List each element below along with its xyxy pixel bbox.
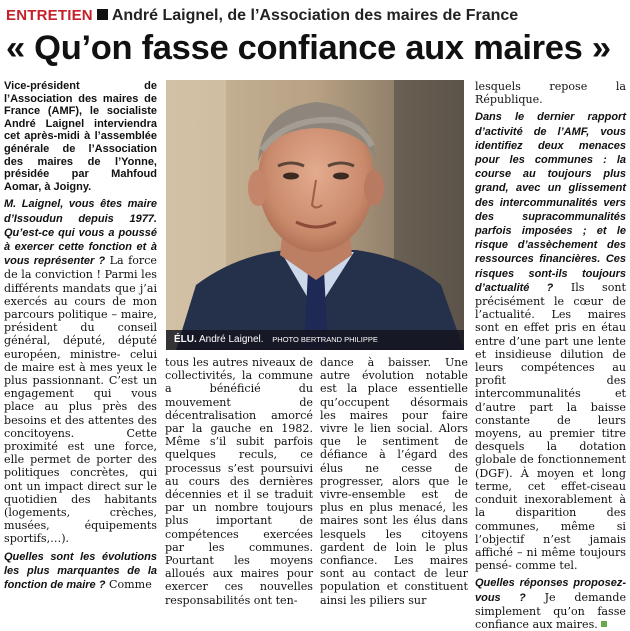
qa-block-2 — [4, 550, 157, 593]
qa-block-4 — [475, 576, 626, 631]
article-subtitle: André Laignel, de l’Association des maires de France — [111, 7, 519, 24]
article-column-1 — [4, 80, 157, 602]
body-text: dance à baisser. Une autre évolution notable est la place essentielle qu’occupent désormais les maires pour faire vivre le lien social. Alors que le sentiment de défiance à l’égard des élus ne cesse de progresser, alors que le vivre-ensemble est de plus en plus menacé, les maires sont les élus dans lesquels les citoyens gardent de loin le plus confiance. Les maires sont au contact de leur population et constituent ainsi les piliers sur — [320, 356, 468, 607]
interview-answer: La force de la conviction ! Parmi les différents mandats que j’ai exercés au cours de mon parcours politique – maire, président du conseil général, député, député européen, ministre- celui de maire est à mes yeux le plus passionnant. C’est un engagement qui vous place au plus près des besoins et des attentes des concitoyens. Cette proximité est une force, elle permet de porter des politiques concrètes, qui ont un impact direct sur le quotidien des habitants (logements, crèches, musées, équipements sportifs,…). — [4, 254, 157, 546]
interview-question: M. Laignel, vous êtes maire d’Issoudun depuis 1977. Qu’est-ce qui vous a poussé à exercer cette fonction et à vous représenter ? — [4, 198, 157, 268]
interview-answer: Comme — [109, 578, 152, 592]
interview-question: Dans le dernier rapport d’activité de l’AMF, vous identifiez deux menaces pour les communes : la course au toujours plus grand, avec un glissement des intercommunalités vers des supracommunalités parfois imposées ; et le risque d’assèchement des ressources financières. Ces risques sont-ils toujours d’actualité ? — [475, 111, 626, 294]
portrait-image — [166, 80, 464, 350]
article-kicker — [6, 4, 626, 26]
interview-answer: Je demande simplement qu’on fasse confiance aux maires. — [475, 590, 627, 631]
article-lead: Vice-président de l’Association des maires de France (AMF), le socialiste André Laignel interviendra cet après-midi à l’assemblée générale de l’Association des maires de l’Yonne, présidée par Mahfoud Aomar, à Joigny. — [4, 80, 157, 193]
end-of-article-icon — [601, 621, 607, 627]
interview-answer: Ils sont précisément le cœur de l’actualité. Les maires sont en effet pris en étau entre d’une part une lente et insidieuse dilution de leurs compétences au profit des intercommunalités et d’autre part la baisse constante de leurs moyens, au premier titre desquels la dotation globale de fonctionnement (DGF). À moyen et long terme, cet effet-ciseau conduit inexorablement à la disparition des communes, même si l’objectif n’est jamais affiché – ni même toujours pensé- comme tel. — [475, 280, 627, 573]
caption-text: André Laignel. — [199, 334, 264, 345]
body-text: lesquels repose la République. — [475, 80, 626, 107]
rubric-label: ENTRETIEN — [6, 7, 93, 24]
qa-block-1 — [4, 197, 157, 545]
photo-caption — [166, 330, 464, 350]
body-text: tous les autres niveaux de collectivités, la commune a bénéficié du mouvement de décentralisation amorcé par la gauche en 1982. Même s’il subit parfois quelques reculs, ce processus s’est poursuivi au cours des dernières décennies et il se traduit par un nombre toujours plus important de compétences exercées par les communes. Pourtant les moyens alloués aux maires pour exercer ces nouvelles responsabilités ont ten- — [165, 356, 313, 607]
caption-label: ÉLU. — [174, 334, 197, 345]
interview-question: Quelles sont les évolutions les plus marquantes de la fonction de maire ? — [4, 550, 157, 592]
interview-question: Quelles réponses proposez-vous ? — [475, 577, 626, 604]
qa-block-3 — [475, 110, 626, 572]
article-column-4 — [475, 80, 627, 631]
article-headline: « Qu’on fasse confiance aux maires » — [6, 29, 611, 67]
article-column-3 — [320, 356, 468, 607]
article-column-2 — [165, 356, 313, 607]
portrait-photo — [166, 80, 464, 350]
square-bullet-icon — [97, 9, 108, 20]
photo-credit: PHOTO BERTRAND PHILIPPE — [272, 335, 378, 344]
